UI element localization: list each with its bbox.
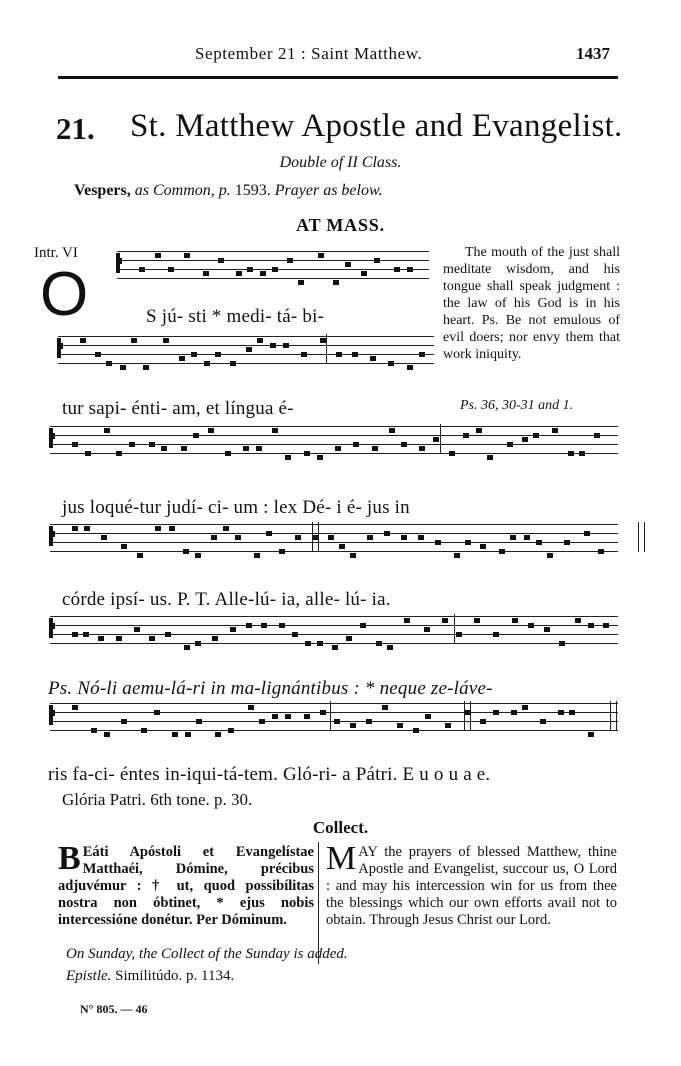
neume (474, 618, 480, 623)
neume (367, 535, 373, 540)
drop-cap-initial: O (40, 260, 89, 329)
neume (257, 338, 263, 343)
neume (204, 361, 210, 366)
neume (260, 271, 266, 276)
neume (317, 455, 323, 460)
staff-line (50, 643, 618, 644)
neume (230, 627, 236, 632)
neume (143, 365, 149, 370)
neume (215, 352, 221, 357)
neume (134, 627, 140, 632)
neume (339, 544, 345, 549)
staff-line (58, 354, 434, 355)
neume (413, 728, 419, 733)
neume (72, 705, 78, 710)
staff-line (50, 542, 618, 543)
neume (184, 253, 190, 258)
neume (584, 531, 590, 536)
neume (246, 623, 252, 628)
neume (179, 356, 185, 361)
epistle-note (66, 968, 234, 985)
neume (407, 267, 413, 272)
neume (401, 535, 407, 540)
neume (424, 627, 430, 632)
neume (218, 258, 224, 263)
neume (528, 623, 534, 628)
neume (84, 526, 90, 531)
neume (137, 553, 143, 558)
neume (272, 267, 278, 272)
neume (129, 442, 135, 447)
neume (185, 732, 191, 737)
neume (361, 271, 367, 276)
double-bar-line (610, 701, 617, 731)
neume (346, 636, 352, 641)
neume (384, 531, 390, 536)
staff-line (50, 712, 618, 713)
chant-lyric-line-3: jus loqué-tur judí- ci- um : lex Dé- i é- jus in (62, 497, 410, 518)
neume (493, 710, 499, 715)
neume (317, 641, 323, 646)
neume (456, 632, 462, 637)
neume (259, 719, 265, 724)
neume (154, 710, 160, 715)
latin-drop-cap: B (58, 840, 81, 877)
clef-icon (49, 428, 53, 448)
neume (594, 433, 600, 438)
introit-label: Intr. VI (34, 245, 78, 261)
english-drop-cap: M (326, 840, 357, 877)
neume (254, 553, 260, 558)
neume (524, 535, 530, 540)
neume (72, 526, 78, 531)
feast-number: 21. (56, 111, 95, 146)
neume (564, 540, 570, 545)
neume (336, 352, 342, 357)
neume (212, 636, 218, 641)
neume (155, 526, 161, 531)
neume (121, 544, 127, 549)
neume (536, 540, 542, 545)
neume (141, 728, 147, 733)
chant-staff (50, 426, 618, 453)
neume (332, 645, 338, 650)
neume (328, 535, 334, 540)
neume (318, 253, 324, 258)
neume (418, 535, 424, 540)
neume (193, 433, 199, 438)
neume (512, 618, 518, 623)
neume (476, 428, 482, 433)
neume (559, 641, 565, 646)
neume (305, 641, 311, 646)
neume (283, 343, 289, 348)
staff-line (50, 524, 618, 525)
neume (603, 623, 609, 628)
neume (279, 623, 285, 628)
neume (285, 714, 291, 719)
clef-icon (49, 526, 53, 546)
neume (172, 732, 178, 737)
psalm-reference: Ps. 36, 30-31 and 1. (460, 398, 574, 413)
neume (401, 442, 407, 447)
neume (104, 428, 110, 433)
neume (499, 549, 505, 554)
neume (261, 623, 267, 628)
staff-line (50, 533, 618, 534)
neume (533, 433, 539, 438)
staff-line (50, 616, 618, 617)
neume (320, 710, 326, 715)
neume (191, 352, 197, 357)
neume (161, 446, 167, 451)
double-bar-line (312, 522, 319, 552)
neume (196, 719, 202, 724)
neume (246, 347, 252, 352)
neume (116, 636, 122, 641)
neume (540, 719, 546, 724)
neume (183, 549, 189, 554)
neume (404, 618, 410, 623)
neume (101, 535, 107, 540)
neume (547, 553, 553, 558)
neume (104, 732, 110, 737)
neume (575, 618, 581, 623)
neume (131, 338, 137, 343)
bar-line (440, 424, 441, 454)
neume (272, 428, 278, 433)
neume (247, 267, 253, 272)
neume (243, 446, 249, 451)
chant-staff (50, 524, 618, 551)
page-number: 1437 (576, 44, 610, 63)
neume (91, 728, 97, 733)
printer-signature: N° 805. — 46 (80, 1002, 148, 1016)
bar-line (326, 334, 327, 364)
header-rule (58, 76, 618, 79)
staff-line (50, 730, 618, 731)
neume (301, 352, 307, 357)
feast-title: St. Matthew Apostle and Evangelist. (130, 108, 623, 144)
neume (522, 705, 528, 710)
neume (360, 623, 366, 628)
clef-icon (116, 253, 120, 273)
neume (169, 526, 175, 531)
neume (370, 356, 376, 361)
bar-line (454, 614, 455, 644)
neume (155, 253, 161, 258)
introit-translation: The mouth of the just shall meditate wisdom, and his tongue shall speak judgment : the law of his God is in his heart. Ps. Be not emulous of evil doers; nor envy them that work iniquity. (443, 245, 620, 362)
neume (149, 636, 155, 641)
clef-icon (49, 618, 53, 638)
neume (270, 343, 276, 348)
neume (195, 641, 201, 646)
neume (120, 365, 126, 370)
neume (507, 442, 513, 447)
sunday-note: On Sunday, the Collect of the Sunday is added. (66, 946, 348, 962)
neume (366, 719, 372, 724)
neume (407, 365, 413, 370)
neume (279, 549, 285, 554)
staff-line (117, 251, 429, 252)
neume (419, 446, 425, 451)
neume (487, 455, 493, 460)
neume (72, 632, 78, 637)
chant-staff (117, 251, 429, 278)
neume (372, 446, 378, 451)
neume (203, 271, 209, 276)
vespers-line (74, 182, 382, 200)
neume (493, 632, 499, 637)
staff-line (58, 345, 434, 346)
at-mass-heading: AT MASS. (296, 215, 385, 235)
staff-line (58, 363, 434, 364)
neume (522, 437, 528, 442)
chant-staff (50, 616, 618, 643)
double-bar-line (638, 522, 645, 552)
neume (558, 710, 564, 715)
neume (83, 632, 89, 637)
staff-line (50, 551, 618, 552)
neume (544, 627, 550, 632)
chant-lyric-line-4: córde ipsí- us. P. T. Alle-lú- ia, alle- lú- ia. (62, 589, 391, 610)
neume (352, 352, 358, 357)
neume (295, 535, 301, 540)
feast-rank: Double of II Class. (279, 154, 402, 171)
neume (445, 723, 451, 728)
staff-line (50, 444, 618, 445)
double-bar-line (464, 701, 471, 731)
neume (382, 705, 388, 710)
neume (72, 442, 78, 447)
neume (165, 632, 171, 637)
neume (334, 719, 340, 724)
clef-icon (57, 338, 61, 358)
neume (285, 455, 291, 460)
vespers-page: 1593. (234, 182, 271, 199)
neume (480, 719, 486, 724)
neume (394, 267, 400, 272)
latin-collect-text: Eáti Apóstoli et Evangelístae Matthaéi, Dómine, précibus adjuvémur : † ut, quod possibílitas nostra non óbtinet, * ejus nobis intercessióne donétur. Per Dóminum. (58, 844, 314, 928)
neume (116, 451, 122, 456)
bar-line (330, 701, 331, 731)
neume (163, 338, 169, 343)
neume (106, 361, 112, 366)
neume (195, 553, 201, 558)
neume (510, 535, 516, 540)
epistle-label: Epistle. (66, 968, 112, 984)
neume (304, 714, 310, 719)
neume (433, 437, 439, 442)
neume (463, 433, 469, 438)
neume (85, 451, 91, 456)
staff-line (117, 278, 429, 279)
neume (374, 258, 380, 263)
neume (248, 705, 254, 710)
neume (181, 446, 187, 451)
neume (480, 544, 486, 549)
neume (442, 618, 448, 623)
neume (298, 280, 304, 285)
gloria-patri-line: Glória Patri. 6th tone. p. 30. (62, 790, 253, 809)
staff-line (50, 703, 618, 704)
clef-icon (49, 705, 53, 725)
neume (272, 714, 278, 719)
chant-staff (58, 336, 434, 363)
neume (335, 446, 341, 451)
chant-lyric-line-6: ris fa-ci- éntes in-iqui-tá-tem. Gló-ri- a Pátri. E u o u a e. (48, 764, 491, 785)
neume (568, 451, 574, 456)
neume (569, 710, 575, 715)
neume (287, 258, 293, 263)
vespers-prayer: Prayer as below. (274, 182, 383, 199)
neume (223, 526, 229, 531)
neume (588, 623, 594, 628)
english-collect-text: AY the prayers of blessed Matthew, thine Apostle and Evangelist, succour us, O Lord : and may his intercession win for us from thee the blessings which our own efforts avail not to obtain. Through Jesus Christ our Lord. (326, 844, 617, 928)
neume (292, 632, 298, 637)
neume (353, 442, 359, 447)
neume (80, 338, 86, 343)
neume (230, 361, 236, 366)
chant-lyric-line-5: Ps. Nó-li aemu-lá-ri in ma-lignántibus : * neque ze-láve- (48, 678, 493, 699)
neume (350, 553, 356, 558)
neume (419, 352, 425, 357)
neume (333, 280, 339, 285)
neume (149, 442, 155, 447)
neume (211, 535, 217, 540)
running-header (0, 44, 681, 72)
staff-line (50, 453, 618, 454)
neume (511, 710, 517, 715)
neume (235, 535, 241, 540)
neume (350, 723, 356, 728)
neume (388, 361, 394, 366)
staff-line (117, 260, 429, 261)
vespers-rest: as Common, p. (134, 182, 231, 199)
chant-lyric-line-1: S jú- sti * medi- tá- bi- (146, 306, 325, 327)
neume (228, 728, 234, 733)
neume (425, 714, 431, 719)
collect-latin (58, 840, 314, 929)
neume (552, 428, 558, 433)
neume (345, 262, 351, 267)
neume (168, 267, 174, 272)
neume (389, 428, 395, 433)
neume (454, 553, 460, 558)
neume (588, 732, 594, 737)
neume (95, 352, 101, 357)
neume (598, 549, 604, 554)
neume (449, 451, 455, 456)
neume (579, 451, 585, 456)
collect-heading: Collect. (312, 818, 369, 837)
staff-line (50, 426, 618, 427)
chant-staff (50, 703, 618, 730)
neume (98, 636, 104, 641)
neume (215, 732, 221, 737)
neume (208, 428, 214, 433)
epistle-text: Similitúdo. p. 1134. (115, 968, 235, 984)
chant-lyric-line-2: tur sapi- énti- am, et língua é- (62, 398, 294, 419)
neume (225, 451, 231, 456)
neume (397, 723, 403, 728)
staff-line (50, 634, 618, 635)
neume (256, 446, 262, 451)
running-title: September 21 : Saint Matthew. (195, 44, 423, 63)
vespers-label: Vespers, (74, 182, 131, 199)
neume (465, 540, 471, 545)
neume (304, 451, 310, 456)
neume (376, 641, 382, 646)
neume (236, 271, 242, 276)
neume (387, 645, 393, 650)
staff-line (58, 336, 434, 337)
neume (139, 267, 145, 272)
neume (184, 645, 190, 650)
collect-english (326, 840, 617, 929)
neume (121, 719, 127, 724)
neume (435, 540, 441, 545)
neume (266, 531, 272, 536)
